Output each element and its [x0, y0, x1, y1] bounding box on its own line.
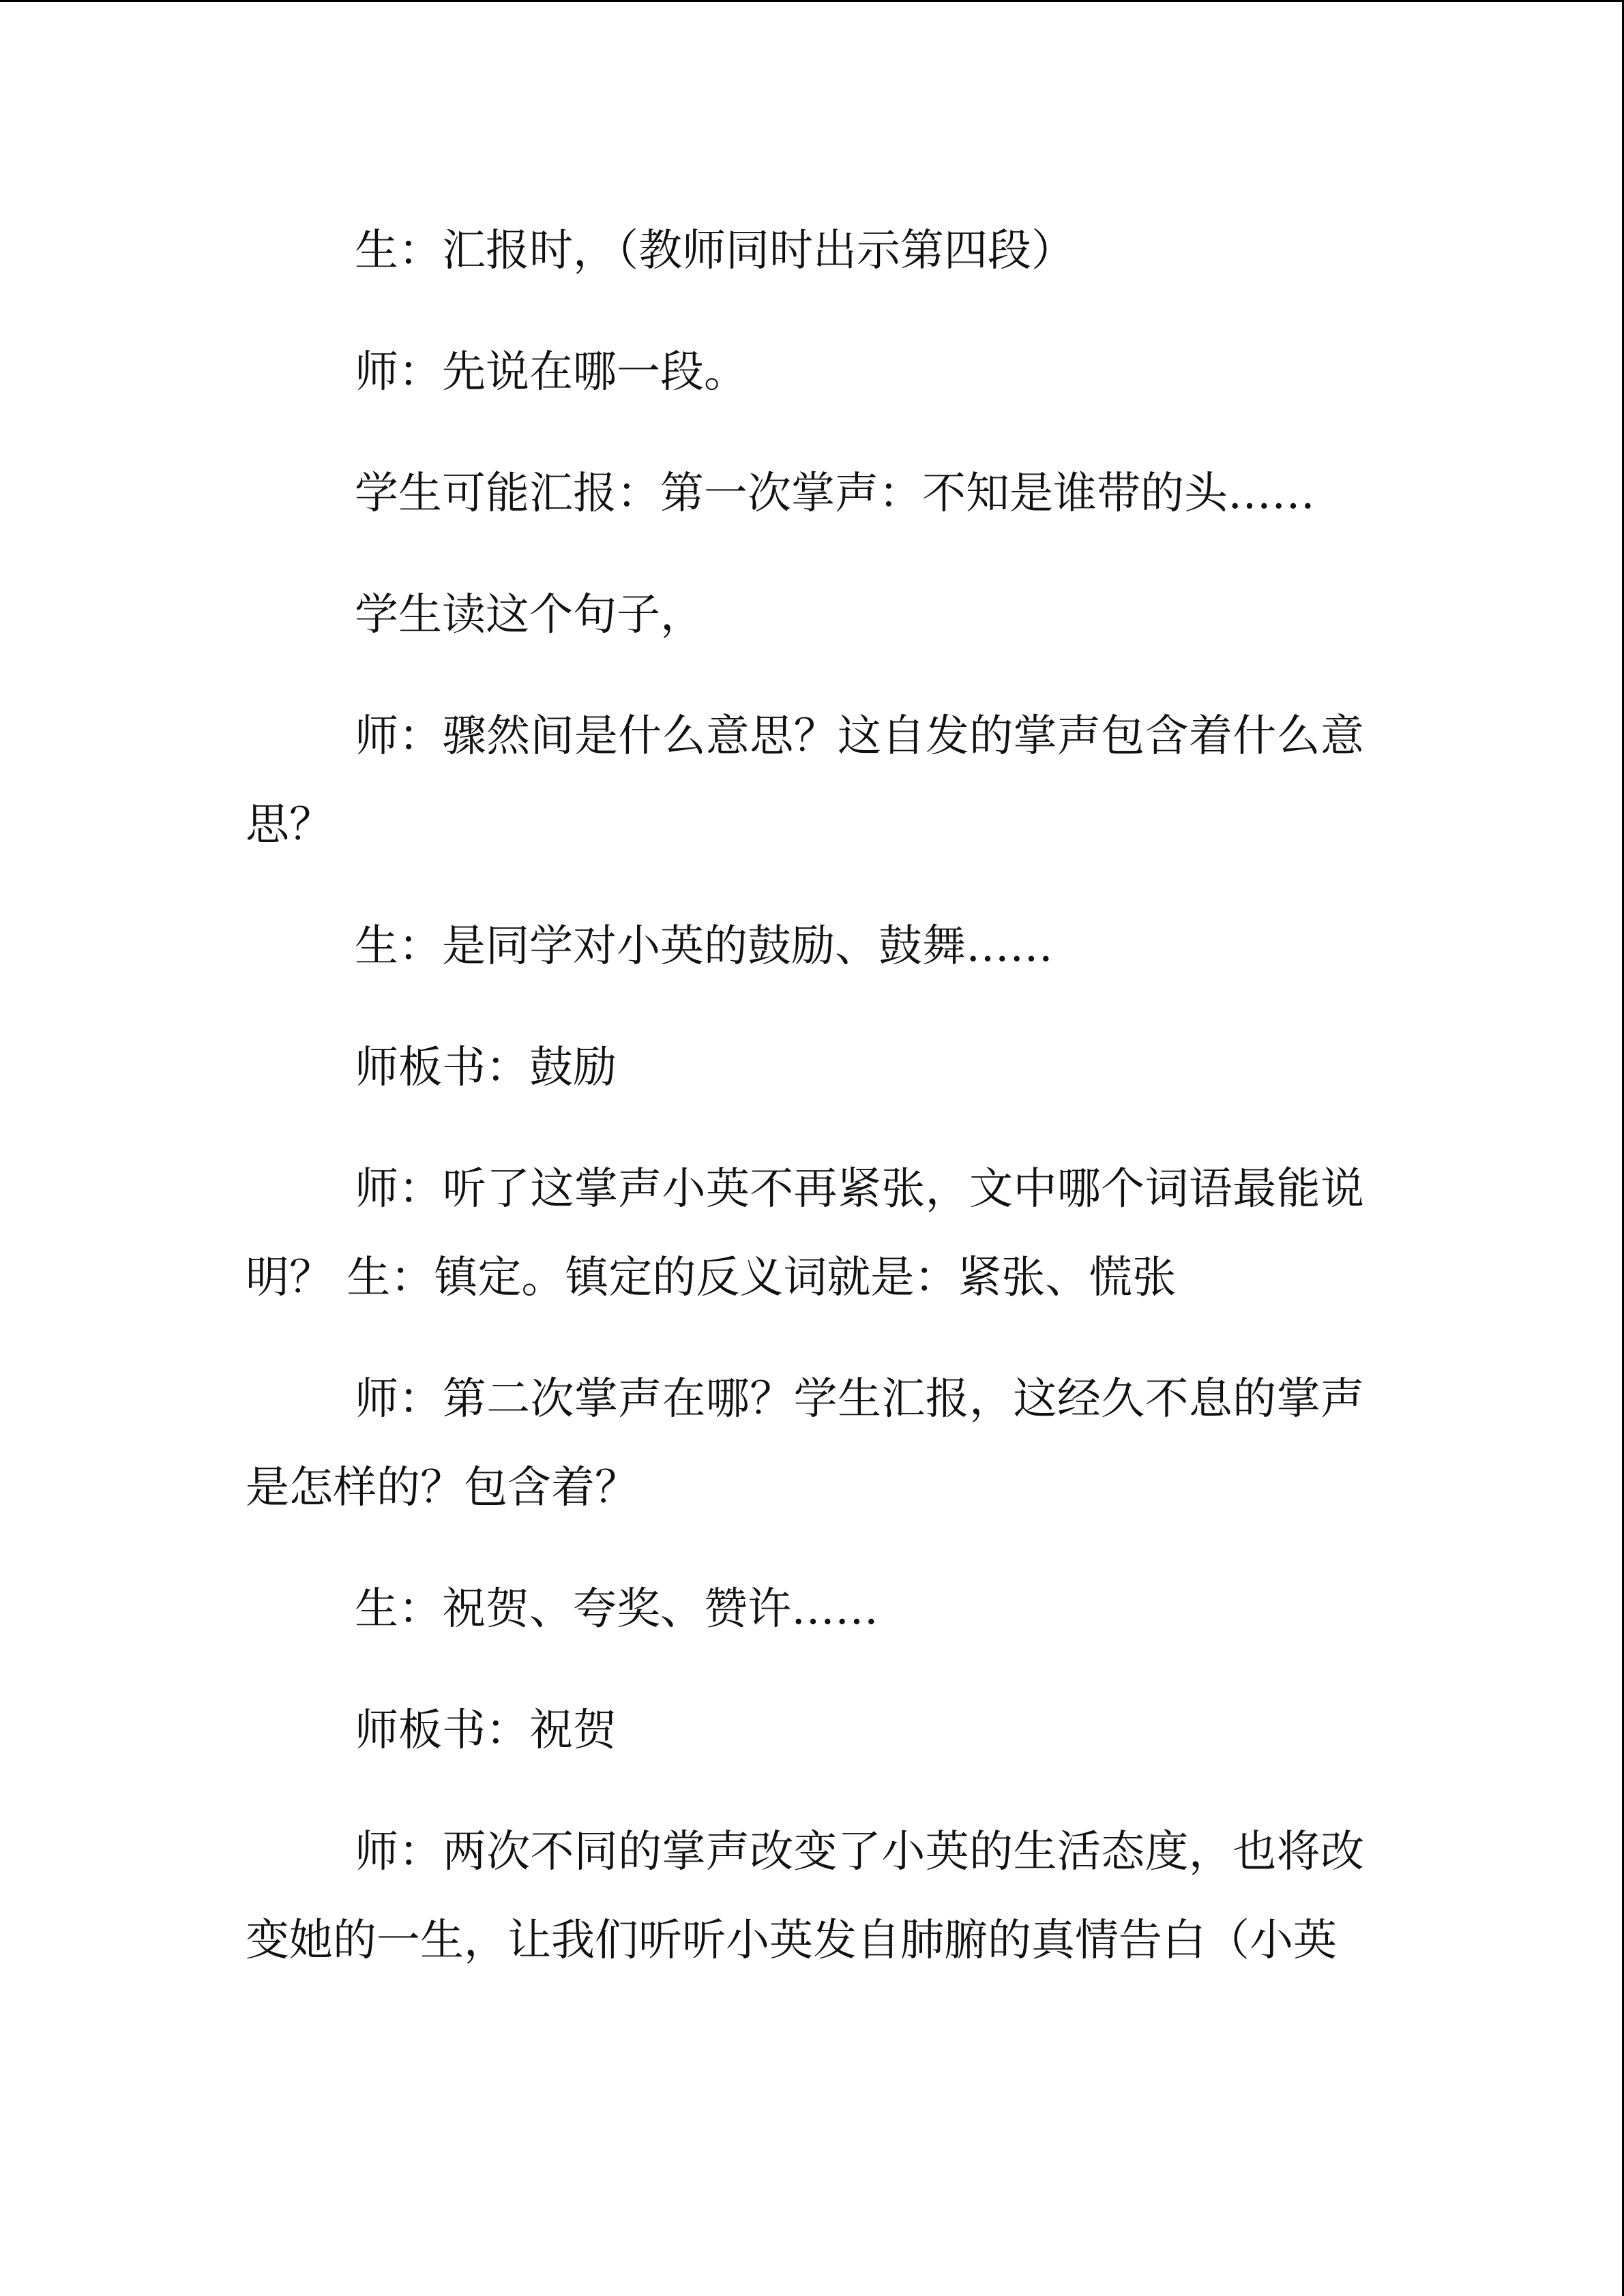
paragraph: 师：两次不同的掌声改变了小英的生活态度，也将改变她的一生，让我们听听小英发自肺腑的真情告白（小英	[246, 1827, 1364, 1966]
paragraph: 师板书：祝贺	[355, 1705, 617, 1756]
paragraph: 师：骤然间是什么意思？这自发的掌声包含着什么意思？	[246, 711, 1364, 850]
document-body	[246, 207, 1364, 2018]
paragraph: 师板书：鼓励	[355, 1043, 617, 1093]
paragraph: 师：先说在哪一段。	[355, 347, 748, 398]
paragraph: 学生读这个句子，	[355, 590, 704, 640]
paragraph: 生：祝贺、夸奖、赞许……	[355, 1584, 879, 1635]
paragraph: 师：第二次掌声在哪？学生汇报，这经久不息的掌声是怎样的？包含着？	[246, 1374, 1364, 1513]
paragraph: 学生可能汇报：第一次掌声：不知是谁带的头……	[355, 468, 1315, 519]
paragraph: 生：汇报时，（教师同时出示第四段）	[355, 226, 1075, 276]
paragraph: 生：是同学对小英的鼓励、鼓舞……	[355, 921, 1053, 972]
paragraph: 师：听了这掌声小英不再紧张，文中哪个词语最能说明？ 生：镇定。镇定的反义词就是：紧张、慌张	[246, 1164, 1364, 1303]
